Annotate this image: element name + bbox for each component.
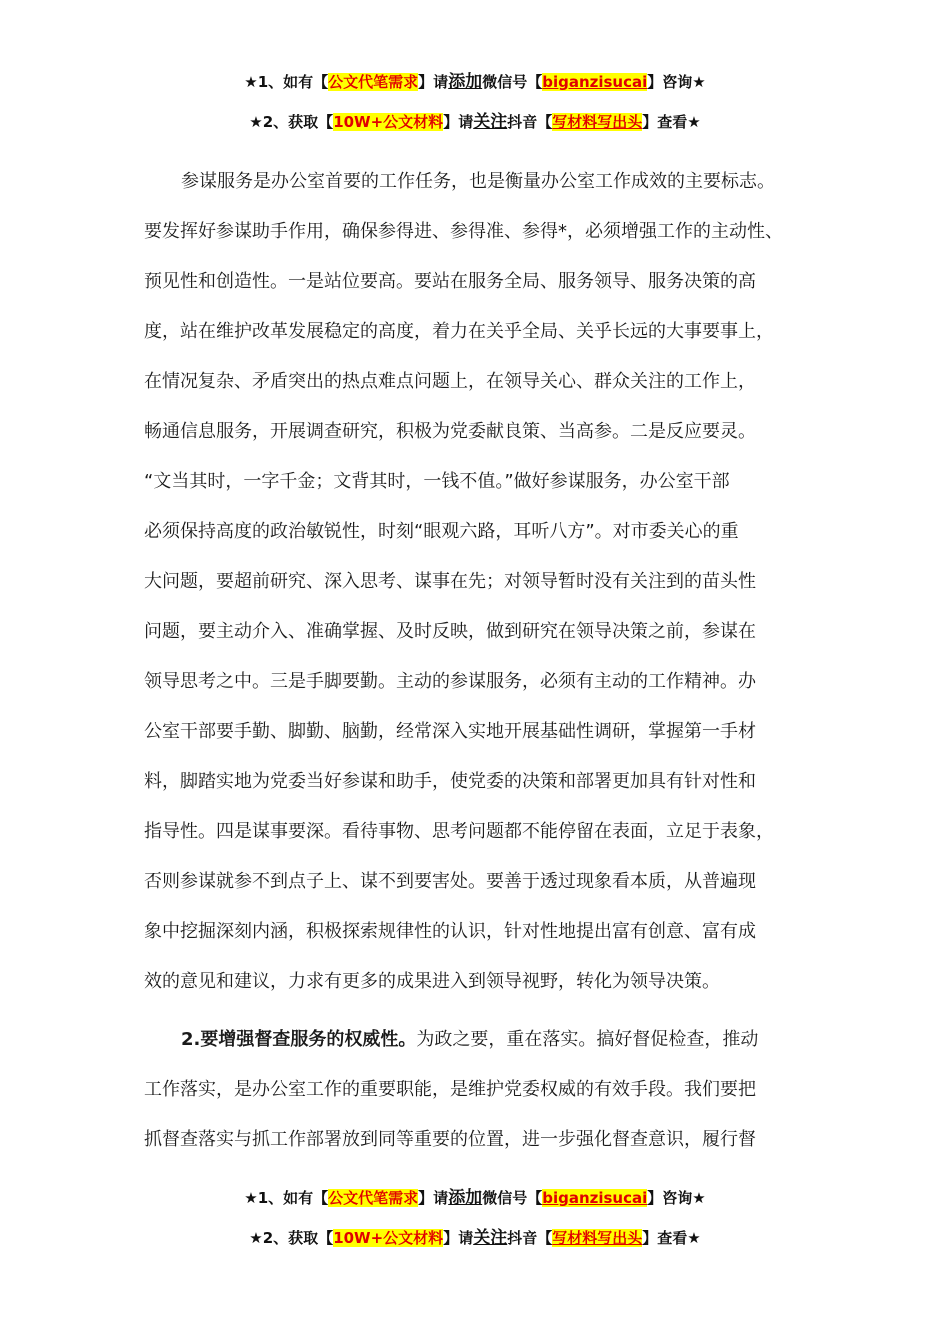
text-line [144,1015,824,1065]
banner-prefix: ★2、获取【 [249,1229,334,1247]
text-line: 工作落实，是办公室工作的重要职能，是维护党委权威的有效手段。我们要把 [144,1079,756,1100]
text-line: 畅通信息服务，开展调查研究，积极为党委献良策、当高参。二是反应要灵。 [144,421,756,442]
banner-text: 微信号【 [482,1189,543,1207]
banner-prefix: ★1、如有【 [244,1189,329,1207]
banner-text: 】请 [443,113,474,131]
text-line: 指导性。四是谋事要深。看待事物、思考问题都不能停留在表面，立足于表象， [144,821,774,842]
text-run: 为政之要，重在落实。搞好督促检查，推动 [416,1029,759,1050]
banner-highlight-materials: 10W+公文材料 [333,113,444,131]
banner-suffix: 】查看★ [642,1229,701,1247]
banner-emphasis: 关注 [473,1228,508,1248]
banner-suffix: 】咨询★ [647,1189,706,1207]
banner-emphasis: 关注 [473,112,508,132]
banner-highlight-wechat-id: biganzisucai [542,73,648,91]
banner-highlight-service: 公文代笔需求 [328,1189,419,1207]
text-line: 料，脚踏实地为党委当好参谋和助手，使党委的决策和部署更加具有针对性和 [144,771,756,792]
text-line: 公室干部要手勤、脚勤、脑勤，经常深入实地开展基础性调研，掌握第一手材 [144,721,756,742]
text-line: 效的意见和建议，力求有更多的成果进入到领导视野，转化为领导决策。 [144,971,720,992]
text-line: 要发挥好参谋助手作用，确保参得进、参得准、参得*，必须增强工作的主动性、 [144,221,783,242]
bottom-banner-line-1 [0,1188,950,1208]
bottom-banner-line-2 [0,1228,950,1248]
banner-text: 】请 [418,1189,449,1207]
text-line: 度，站在维护改革发展稳定的高度，着力在关乎全局、关乎长远的大事要事上， [144,321,774,342]
text-line: 象中挖掘深刻内涵，积极探索规律性的认识，针对性地提出富有创意、富有成 [144,921,756,942]
paragraph-1 [144,157,824,1007]
banner-prefix: ★1、如有【 [244,73,329,91]
banner-text: 抖音【 [507,113,553,131]
banner-text: 抖音【 [507,1229,553,1247]
banner-suffix: 】查看★ [642,113,701,131]
banner-highlight-douyin: 写材料写出头 [552,113,643,131]
text-line: 预见性和创造性。一是站位要高。要站在服务全局、服务领导、服务决策的高 [144,271,756,292]
banner-text: 微信号【 [482,73,543,91]
banner-emphasis: 添加 [448,72,483,92]
text-line: 大问题，要超前研究、深入思考、谋事在先；对领导暂时没有关注到的苗头性 [144,571,756,592]
banner-highlight-douyin: 写材料写出头 [552,1229,643,1247]
banner-text: 】请 [443,1229,474,1247]
top-banner-line-1 [0,72,950,92]
text-line: “文当其时，一字千金；文背其时，一钱不值。”做好参谋服务，办公室干部 [144,471,730,492]
section-heading: 2.要增强督查服务的权威性。 [181,1029,417,1050]
banner-suffix: 】咨询★ [647,73,706,91]
paragraph-2 [144,1015,824,1165]
banner-highlight-materials: 10W+公文材料 [333,1229,444,1247]
text-line: 否则参谋就参不到点子上、谋不到要害处。要善于透过现象看本质，从普遍现 [144,871,756,892]
banner-prefix: ★2、获取【 [249,113,334,131]
text-line: 领导思考之中。三是手脚要勤。主动的参谋服务，必须有主动的工作精神。办 [144,671,756,692]
text-line: 必须保持高度的政治敏锐性，时刻“眼观六路，耳听八方”。对市委关心的重 [144,521,739,542]
top-banner-line-2 [0,112,950,132]
text-line: 参谋服务是办公室首要的工作任务，也是衡量办公室工作成效的主要标志。 [181,171,775,192]
banner-emphasis: 添加 [448,1188,483,1208]
banner-text: 】请 [418,73,449,91]
banner-highlight-wechat-id: biganzisucai [542,1189,648,1207]
text-line: 在情况复杂、矛盾突出的热点难点问题上，在领导关心、群众关注的工作上， [144,371,756,392]
text-line: 问题，要主动介入、准确掌握、及时反映，做到研究在领导决策之前，参谋在 [144,621,756,642]
text-line: 抓督查落实与抓工作部署放到同等重要的位置，进一步强化督查意识，履行督 [144,1129,756,1150]
banner-highlight-service: 公文代笔需求 [328,73,419,91]
